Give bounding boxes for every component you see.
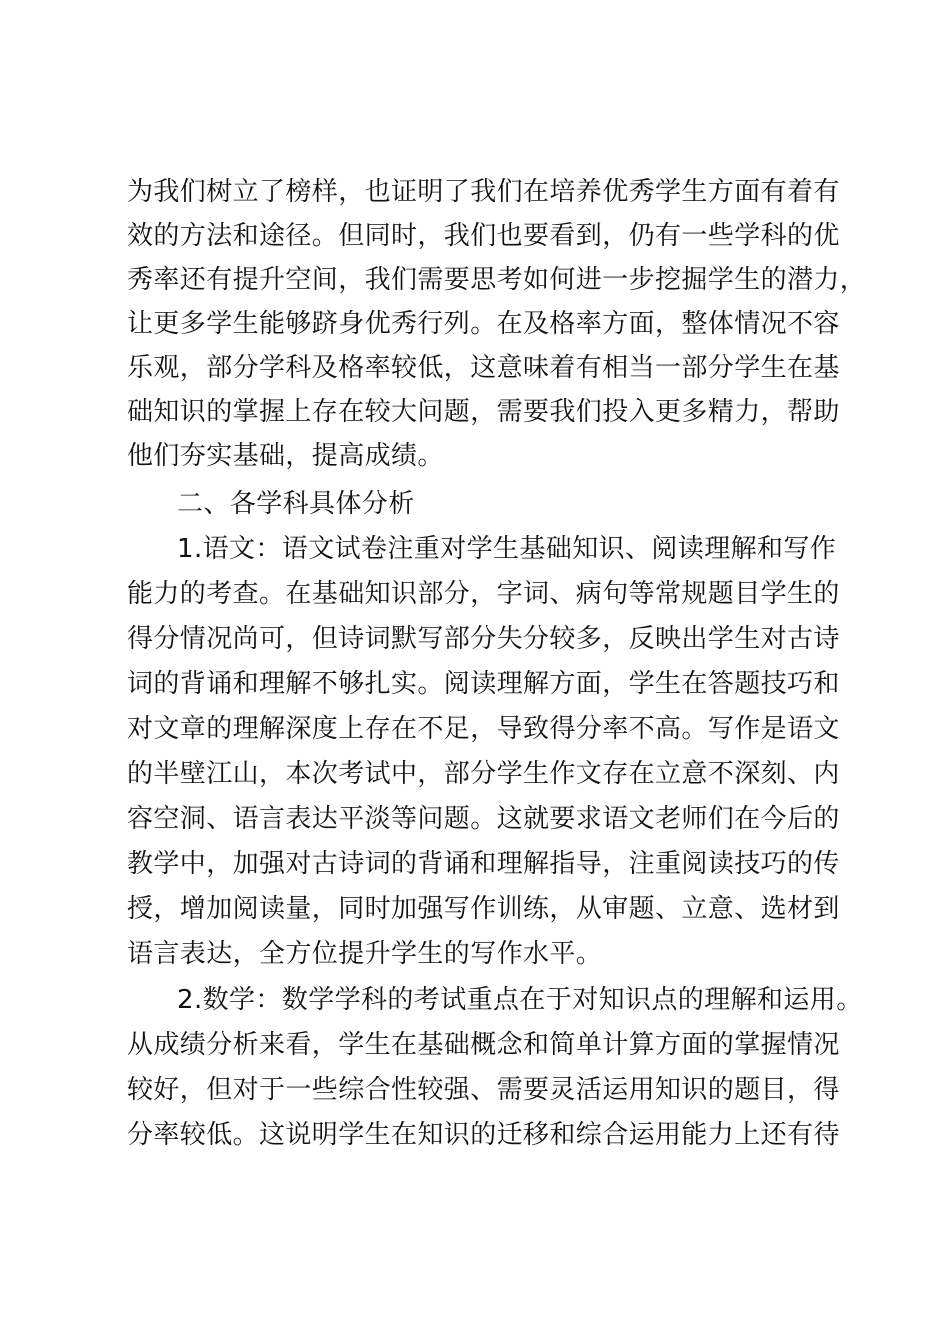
text-line: 从成绩分析来看，学生在基础概念和简单计算方面的掌握情况 [127, 1030, 840, 1060]
text-line: 的半壁江山，本次考试中，部分学生作文存在立意不深刻、内 [127, 759, 840, 789]
paragraph-start-line: 1.语文：语文试卷注重对学生基础知识、阅读理解和写作 [177, 534, 837, 564]
text-line: 他们夯实基础，提高成绩。 [127, 441, 444, 471]
text-line: 教学中，加强对古诗词的背诵和理解指导，注重阅读技巧的传 [127, 849, 840, 879]
text-line: 乐观，部分学科及格率较低，这意味着有相当一部分学生在基 [127, 353, 840, 383]
text-line: 秀率还有提升空间，我们需要思考如何进一步挖掘学生的潜力， [127, 265, 867, 295]
section-heading: 二、各学科具体分析 [177, 489, 415, 519]
text-line: 词的背诵和理解不够扎实。阅读理解方面，学生在答题技巧和 [127, 669, 840, 699]
text-line: 授，增加阅读量，同时加强写作训练，从审题、立意、选材到 [127, 894, 840, 924]
text-line: 语言表达，全方位提升学生的写作水平。 [127, 939, 603, 969]
text-line: 较好，但对于一些综合性较强、需要灵活运用知识的题目，得 [127, 1075, 840, 1105]
text-line: 对文章的理解深度上存在不足，导致得分率不高。写作是语文 [127, 714, 840, 744]
text-line: 础知识的掌握上存在较大问题，需要我们投入更多精力，帮助 [127, 397, 840, 427]
text-line: 分率较低。这说明学生在知识的迁移和综合运用能力上还有待 [127, 1120, 840, 1150]
text-line: 容空洞、语言表达平淡等问题。这就要求语文老师们在今后的 [127, 804, 840, 834]
text-line: 为我们树立了榜样，也证明了我们在培养优秀学生方面有着有 [127, 177, 840, 207]
text-line: 能力的考查。在基础知识部分，字词、病句等常规题目学生的 [127, 579, 840, 609]
text-line: 效的方法和途径。但同时，我们也要看到，仍有一些学科的优 [127, 221, 840, 251]
text-line: 得分情况尚可，但诗词默写部分失分较多，反映出学生对古诗 [127, 624, 840, 654]
text-line: 让更多学生能够跻身优秀行列。在及格率方面，整体情况不容 [127, 309, 840, 339]
paragraph-start-line: 2.数学：数学学科的考试重点在于对知识点的理解和运用。 [177, 985, 863, 1015]
